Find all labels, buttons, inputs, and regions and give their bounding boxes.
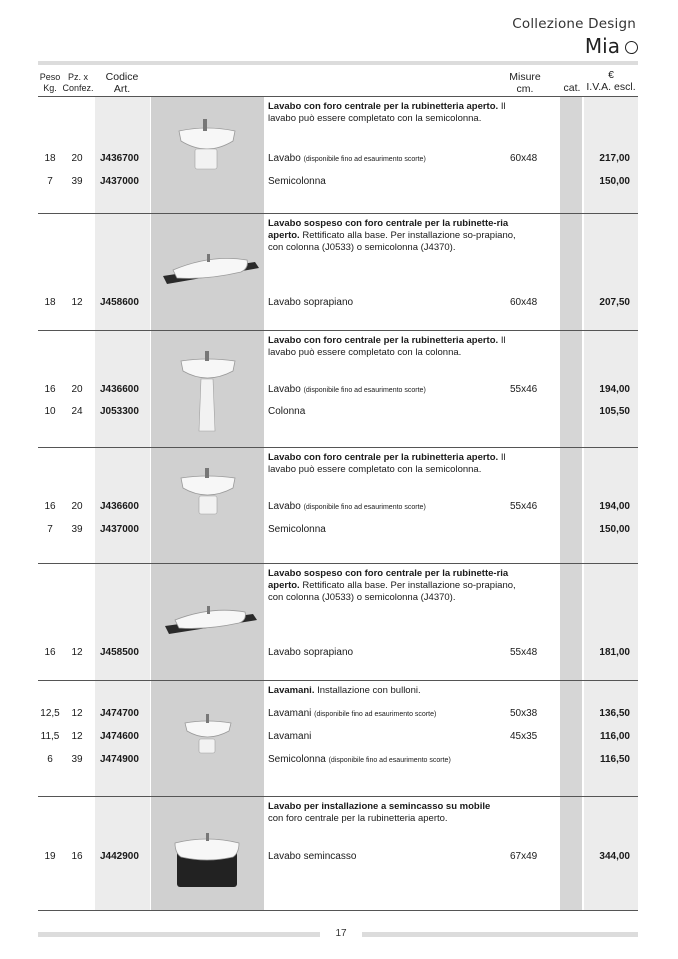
col-header-price <box>586 69 636 93</box>
item-size: 45x35 <box>510 731 538 742</box>
item-name: Lavabo soprapiano <box>268 647 354 658</box>
product-image <box>151 797 264 910</box>
product-image <box>151 214 264 330</box>
item-size: 50x38 <box>510 708 538 719</box>
product-title: Lavabo con foro centrale per la rubinetteria aperto. <box>268 452 499 463</box>
item-code: J458600 <box>100 297 139 308</box>
col-header-pz <box>62 72 94 94</box>
item-note: (disponibile fino ad esaurimento scorte) <box>303 387 426 394</box>
product-title: Lavabo con foro centrale per la rubinetteria aperto. <box>268 101 499 112</box>
product-subtitle: Il lavabo può essere completato con la semicolonna. <box>268 101 506 124</box>
euro-symbol: € <box>608 69 614 81</box>
product-description <box>268 335 518 359</box>
item-size: 55x46 <box>510 384 538 395</box>
handbasin-icon <box>151 681 264 796</box>
col-header-misure <box>500 71 550 95</box>
item-name-wrap <box>268 708 436 721</box>
col-header-pz-line1: Pz. x <box>67 72 88 82</box>
col-header-codice-line1: Codice <box>105 71 139 83</box>
product-subtitle: Rettificato alla base. Per installazione so-prapiano, con colonna (J0533) o semicolonna (J4370). <box>268 230 516 253</box>
item-weight: 11,5 <box>40 731 60 742</box>
product-title: Lavabo con foro centrale per la rubinetteria aperto. <box>268 335 499 346</box>
item-weight: 18 <box>44 297 56 308</box>
product-description <box>268 685 518 697</box>
collection-title: Collezione Design <box>512 16 636 32</box>
item-name: Lavabo <box>268 501 301 512</box>
item-weight: 12,5 <box>40 708 60 719</box>
product-row <box>38 448 638 564</box>
item-code: J474900 <box>100 754 139 765</box>
item-price: 194,00 <box>599 501 630 512</box>
item-price: 194,00 <box>599 384 630 395</box>
col-header-misure-line1: Misure <box>509 71 541 83</box>
item-pack: 16 <box>71 851 83 862</box>
item-price: 116,50 <box>599 754 630 765</box>
product-subtitle: con foro centrale per la rubinetteria aperto. <box>268 813 448 824</box>
item-name: Lavamani <box>268 731 312 742</box>
product-image <box>151 448 264 563</box>
item-code: J458500 <box>100 647 139 658</box>
item-weight: 19 <box>44 851 56 862</box>
price-table <box>38 96 638 910</box>
series-circle-icon <box>625 41 638 54</box>
item-size: 55x46 <box>510 501 538 512</box>
item-code: J053300 <box>100 406 139 417</box>
item-name-wrap <box>268 501 426 514</box>
product-title: Lavabo sospeso con foro centrale per la rubinette-ria aperto. <box>268 568 509 591</box>
product-image <box>151 97 264 213</box>
product-subtitle: Il lavabo può essere completato con la colonna. <box>268 335 506 358</box>
item-name: Semicolonna <box>268 176 326 187</box>
product-description <box>268 801 518 825</box>
product-row <box>38 681 638 797</box>
product-image <box>151 564 264 680</box>
item-pack: 24 <box>71 406 83 417</box>
item-name: Lavabo <box>268 384 301 395</box>
item-price: 136,50 <box>599 708 630 719</box>
item-price: 116,00 <box>599 731 630 742</box>
col-header-codice-line2: Art. <box>113 83 131 95</box>
item-price: 150,00 <box>599 176 630 187</box>
product-subtitle: Il lavabo può essere completato con la semicolonna. <box>268 452 506 475</box>
item-price: 181,00 <box>599 647 630 658</box>
item-code: J436600 <box>100 501 139 512</box>
item-size: 60x48 <box>510 297 538 308</box>
item-weight: 16 <box>44 501 56 512</box>
washbasin-semicolumn-icon <box>151 448 264 563</box>
item-code: J436700 <box>100 153 139 164</box>
item-pack: 39 <box>71 754 83 765</box>
col-header-peso <box>38 72 62 94</box>
item-code: J442900 <box>100 851 139 862</box>
item-pack: 20 <box>71 501 83 512</box>
footer-bar-right <box>362 932 638 937</box>
item-code: J437000 <box>100 176 139 187</box>
item-name: Lavamani <box>268 708 312 719</box>
countertop-washbasin-icon <box>151 564 264 680</box>
item-name: Colonna <box>268 406 306 417</box>
product-image <box>151 681 264 796</box>
item-pack: 20 <box>71 153 83 164</box>
item-pack: 20 <box>71 384 83 395</box>
item-weight: 18 <box>44 153 56 164</box>
item-weight: 16 <box>44 647 56 658</box>
product-description <box>268 101 518 125</box>
item-name: Lavabo <box>268 153 301 164</box>
product-row <box>38 797 638 911</box>
col-header-codice <box>97 71 147 95</box>
item-size: 60x48 <box>510 153 538 164</box>
col-header-misure-line2: cm. <box>516 83 534 95</box>
product-subtitle: Installazione con bulloni. <box>317 685 421 696</box>
product-row <box>38 331 638 448</box>
product-description <box>268 452 518 476</box>
item-weight: 16 <box>44 384 56 395</box>
item-name-wrap <box>268 754 451 767</box>
item-name: Semicolonna <box>268 524 326 535</box>
header-divider <box>38 61 638 65</box>
item-pack: 39 <box>71 524 83 535</box>
item-code: J437000 <box>100 524 139 535</box>
item-name-wrap <box>268 153 426 166</box>
item-size: 67x49 <box>510 851 538 862</box>
item-code: J436600 <box>100 384 139 395</box>
col-header-peso-line2: Kg. <box>43 83 57 93</box>
item-pack: 12 <box>71 708 83 719</box>
product-description <box>268 218 518 254</box>
washbasin-semicolumn-icon <box>151 97 264 213</box>
footer-bar-left <box>38 932 320 937</box>
item-note: (disponibile fino ad esaurimento scorte) <box>303 504 426 511</box>
countertop-washbasin-icon <box>151 214 264 330</box>
series-title <box>585 34 638 58</box>
item-name-wrap <box>268 384 426 397</box>
item-name: Semicolonna <box>268 754 326 765</box>
item-note: (disponibile fino ad esaurimento scorte) <box>328 757 451 764</box>
item-pack: 12 <box>71 731 83 742</box>
item-price: 105,50 <box>599 406 630 417</box>
item-price: 150,00 <box>599 524 630 535</box>
page-number: 17 <box>335 928 347 939</box>
col-header-pz-line2: Confez. <box>62 83 94 93</box>
semi-recessed-washbasin-icon <box>151 797 264 910</box>
washbasin-column-icon <box>151 331 264 447</box>
item-size: 55x48 <box>510 647 538 658</box>
item-name: Lavabo semincasso <box>268 851 357 862</box>
item-pack: 39 <box>71 176 83 187</box>
product-description <box>268 568 518 604</box>
item-weight: 7 <box>47 524 53 535</box>
item-note: (disponibile fino ad esaurimento scorte) <box>303 156 426 163</box>
product-row <box>38 564 638 681</box>
item-pack: 12 <box>71 297 83 308</box>
col-header-cat: cat. <box>563 82 581 94</box>
item-code: J474600 <box>100 731 139 742</box>
series-name: Mia <box>584 34 620 58</box>
item-weight: 6 <box>47 754 53 765</box>
item-pack: 12 <box>71 647 83 658</box>
item-price: 217,00 <box>599 153 630 164</box>
product-subtitle: Rettificato alla base. Per installazione so-prapiano, con colonna (J0533) o semicolonna (J4370). <box>268 580 516 603</box>
product-title: Lavabo per installazione a semincasso su mobile <box>268 801 491 812</box>
item-name: Lavabo soprapiano <box>268 297 354 308</box>
col-header-peso-line1: Peso <box>39 72 61 82</box>
product-title: Lavabo sospeso con foro centrale per la rubinette-ria aperto. <box>268 218 509 241</box>
product-image <box>151 331 264 447</box>
item-weight: 10 <box>44 406 56 417</box>
product-row <box>38 97 638 214</box>
product-title: Lavamani. <box>268 685 315 696</box>
col-header-price-label: I.V.A. escl. <box>586 81 636 93</box>
product-row <box>38 214 638 331</box>
item-price: 344,00 <box>599 851 630 862</box>
item-note: (disponibile fino ad esaurimento scorte) <box>314 711 437 718</box>
item-price: 207,50 <box>599 297 630 308</box>
item-code: J474700 <box>100 708 139 719</box>
item-weight: 7 <box>47 176 53 187</box>
